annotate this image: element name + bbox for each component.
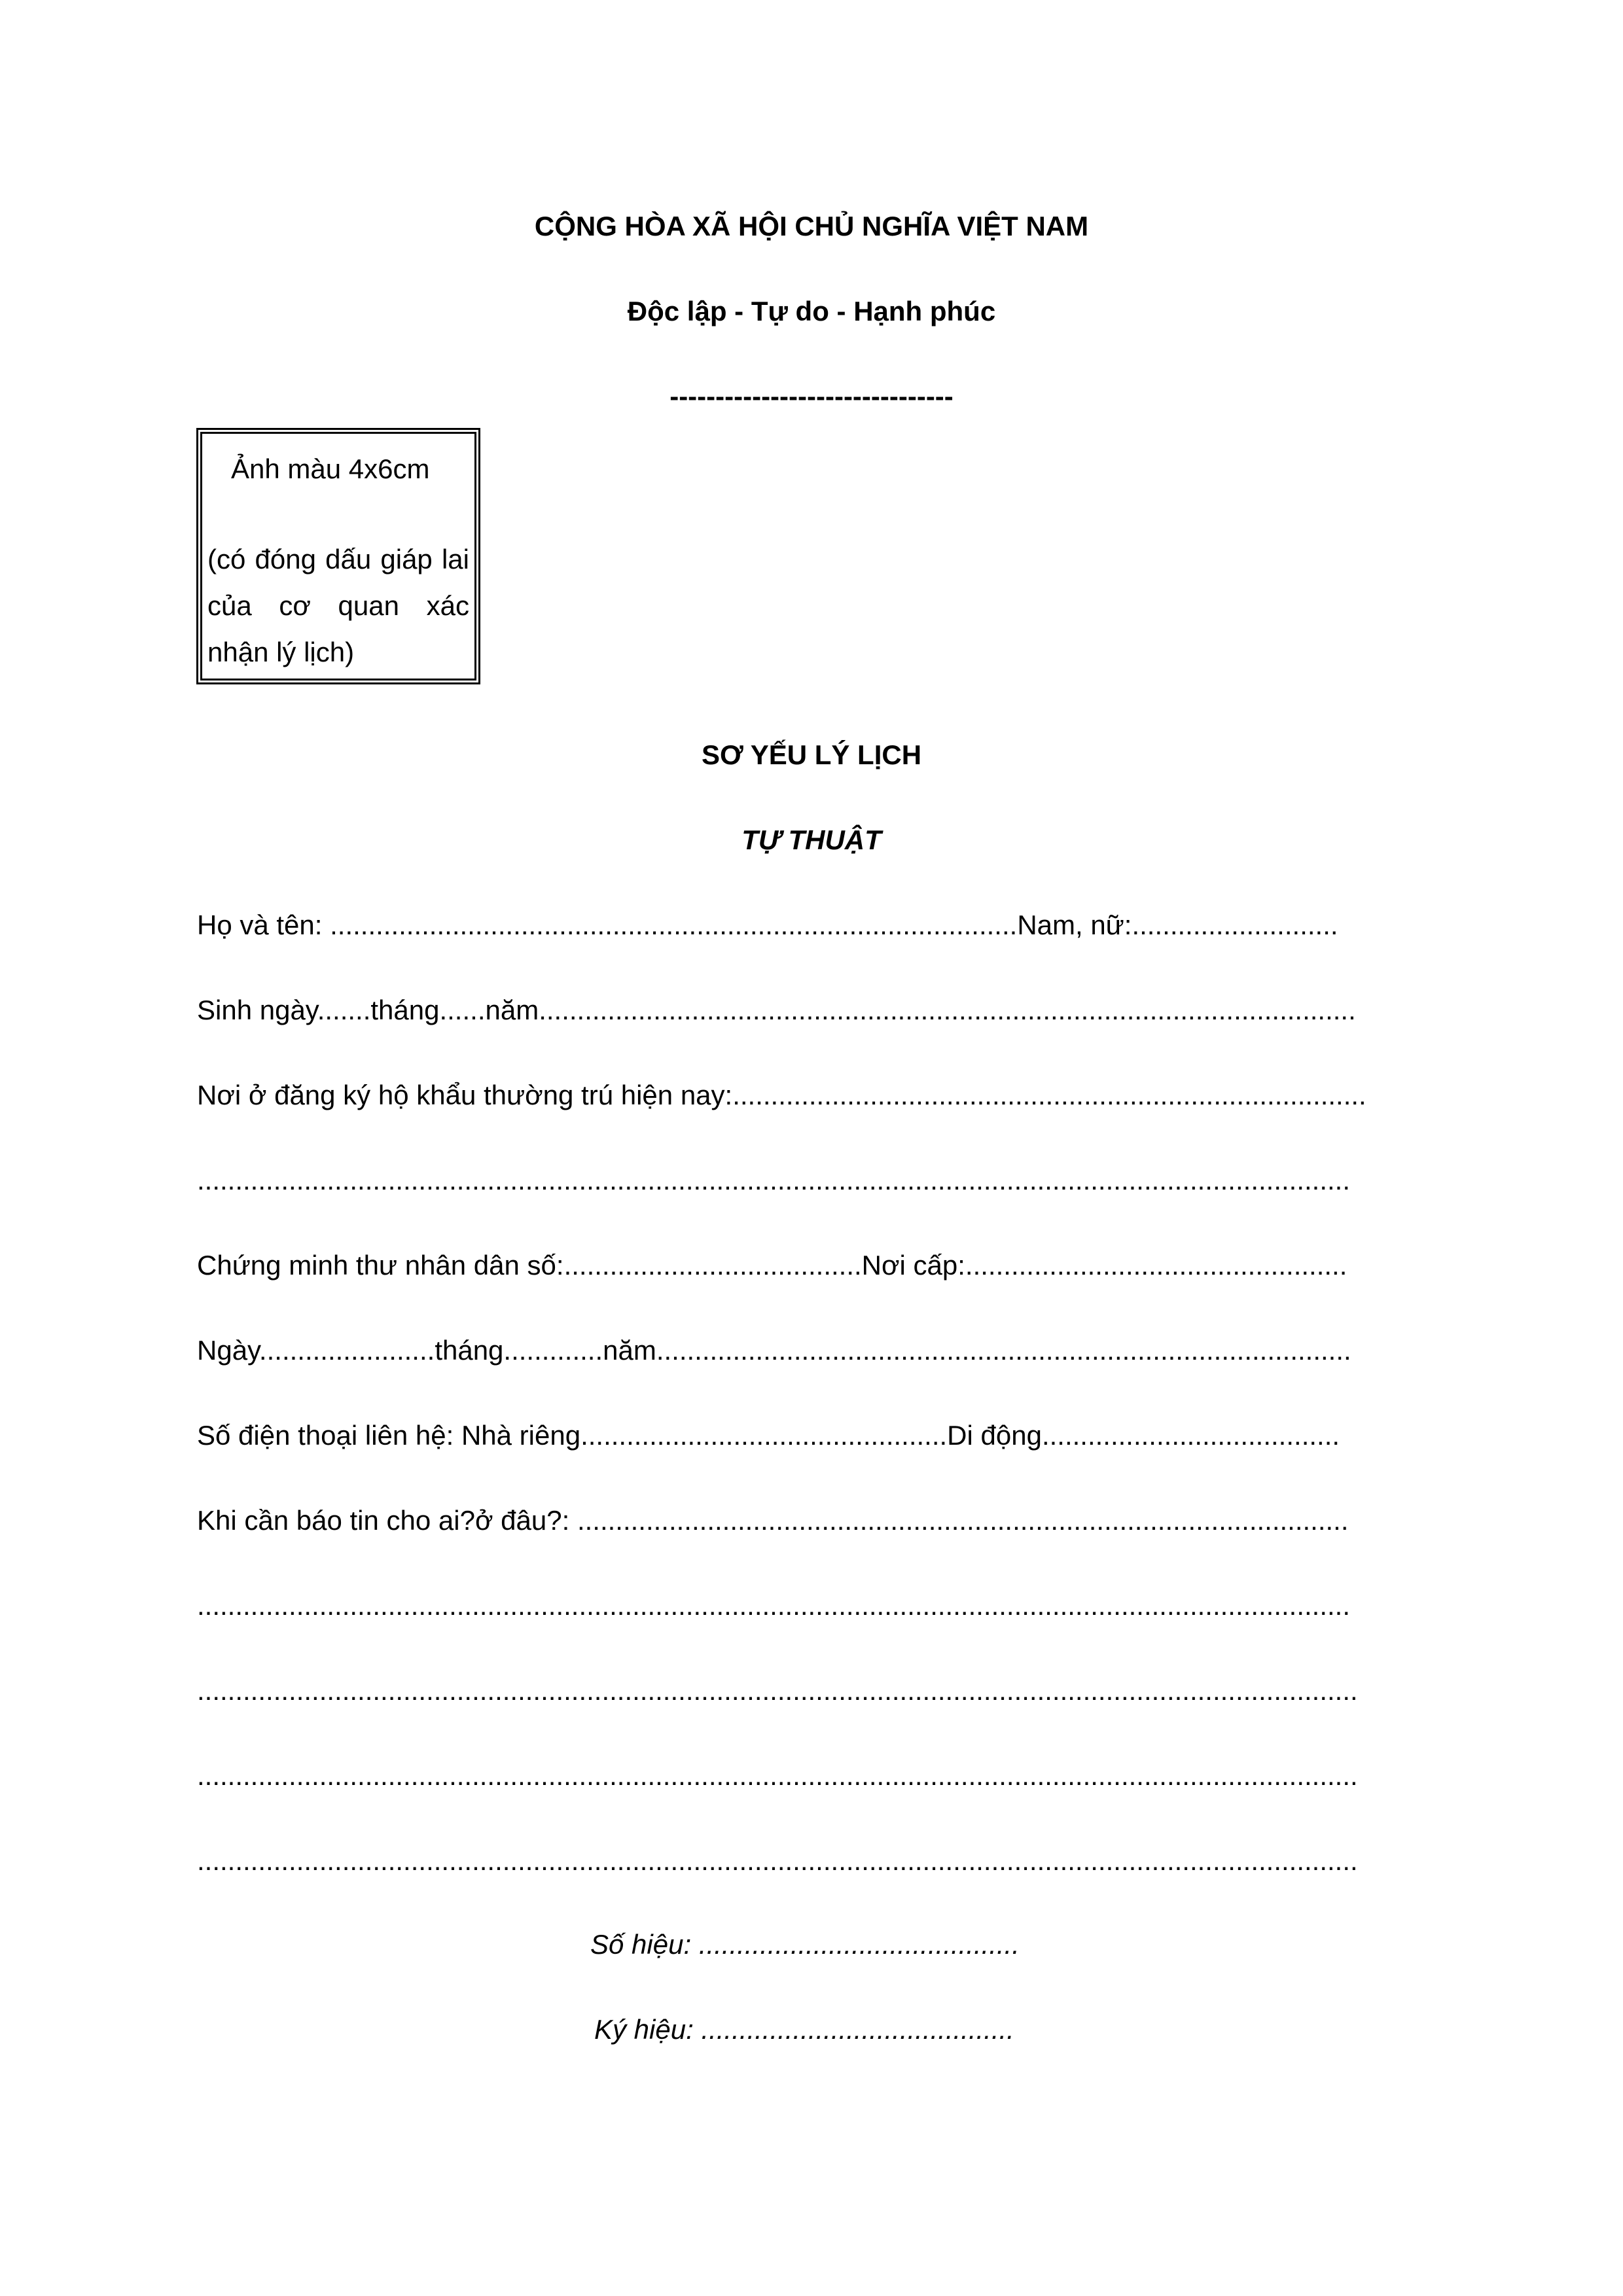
- residence-continuation-line: .......................................................................................................................................................: [197, 1165, 1351, 1195]
- emergency-contact-line: Khi cần báo tin cho ai?ở đâu?: .....................................................................................................: [197, 1505, 1349, 1536]
- id-card-line: Chứng minh thư nhân dân số:.......................................Nơi cấp:..................................................: [197, 1250, 1347, 1280]
- birth-date-line: Sinh ngày.......tháng......năm...........................................................................................................: [197, 995, 1356, 1025]
- blank-line: .......................................................................................................................................................: [197, 1590, 1351, 1621]
- document-subtitle: TỰ THUẬT: [741, 824, 882, 855]
- photo-placeholder-box: [196, 428, 480, 684]
- full-name-line: Họ và tên: ..........................................................................................Nam, nữ:...........................: [197, 910, 1338, 940]
- country-heading: CỘNG HÒA XÃ HỘI CHỦ NGHĨA VIỆT NAM: [534, 211, 1089, 241]
- photo-box-note: (có đóng dấu giáp lai của cơ quan xác nhận lý lịch): [207, 544, 469, 667]
- blank-line: ........................................................................................................................................................: [197, 1760, 1358, 1791]
- id-issue-date-line: Ngày.......................tháng.............năm...........................................................................................: [197, 1335, 1351, 1366]
- phone-line: Số điện thoại liên hệ: Nhà riêng................................................Di động.......................................: [197, 1420, 1340, 1451]
- so-hieu-line: Số hiệu: ..........................................: [590, 1929, 1020, 1960]
- blank-line: ........................................................................................................................................................: [197, 1675, 1358, 1706]
- blank-line: ........................................................................................................................................................: [197, 1845, 1358, 1876]
- ky-hieu-line: Ký hiệu: .........................................: [594, 2014, 1014, 2045]
- photo-box-title: Ảnh màu 4x6cm: [231, 453, 430, 484]
- document-title: SƠ YẾU LÝ LỊCH: [701, 739, 922, 770]
- residence-line: Nơi ở đăng ký hộ khẩu thường trú hiện nay:...................................................................................: [197, 1080, 1366, 1110]
- header-divider: -------------------------------: [669, 381, 954, 412]
- motto-heading: Độc lập - Tự do - Hạnh phúc: [627, 296, 996, 327]
